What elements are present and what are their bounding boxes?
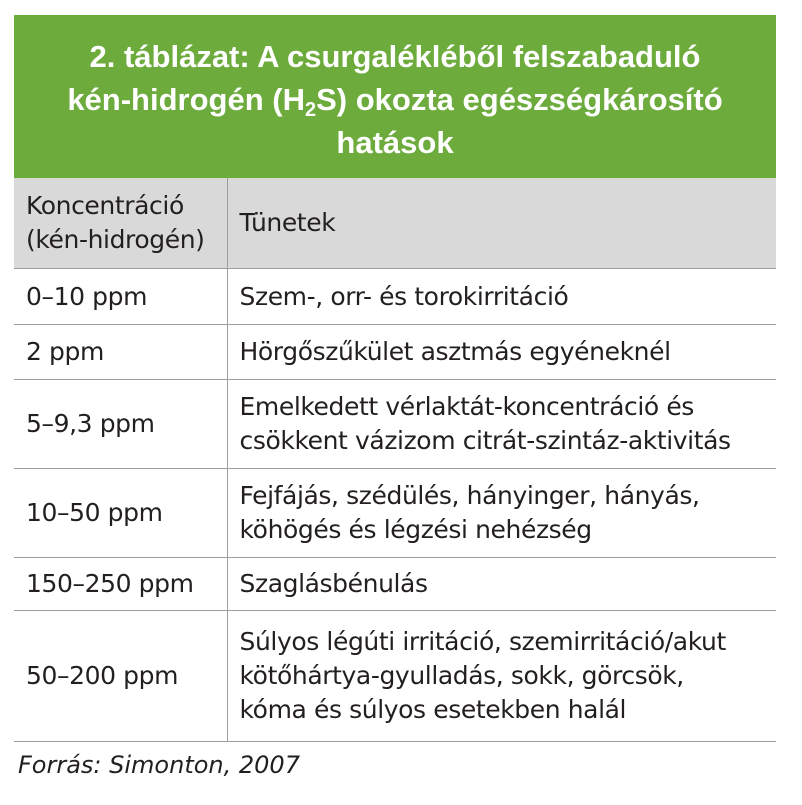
table-row	[14, 558, 776, 611]
symptoms-line: Súlyos légúti irritáció, szemirritáció/akut	[239, 627, 726, 656]
title-line-2-end: S) okozta egészségkárosító	[316, 82, 723, 117]
title-line-2	[24, 78, 766, 121]
symptoms-line: Szaglásbénulás	[239, 569, 428, 598]
symptoms-cell	[227, 325, 776, 380]
symptoms-line: köhögés és légzési nehézség	[239, 515, 592, 544]
concentration-cell: 150–250 ppm	[14, 558, 227, 611]
table-row	[14, 469, 776, 558]
symptoms-cell	[227, 611, 776, 742]
concentration-cell: 2 ppm	[14, 325, 227, 380]
symptoms-line: Hörgőszűkület asztmás egyéneknél	[239, 337, 671, 366]
symptoms-line: kötőhártya-gyulladás, sokk, görcsök,	[239, 661, 684, 690]
title-line-2-start: kén-hidrogén (H	[67, 82, 305, 117]
header-concentration	[14, 178, 227, 269]
header-concentration-line-2: (kén-hidrogén)	[26, 225, 205, 254]
table-row	[14, 380, 776, 469]
table-row	[14, 325, 776, 380]
title-line-1: 2. táblázat: A csurgalékléből felszabaduló	[89, 39, 701, 74]
header-symptoms: Tünetek	[227, 178, 776, 269]
title-subscript: 2	[304, 99, 317, 121]
concentration-cell: 5–9,3 ppm	[14, 380, 227, 469]
symptoms-cell	[227, 380, 776, 469]
table-row	[14, 269, 776, 325]
table-row	[14, 611, 776, 742]
header-concentration-line-1: Koncentráció	[26, 191, 184, 220]
effects-table	[14, 178, 776, 742]
table-title-banner	[14, 15, 776, 178]
h2s-health-effects-table	[14, 15, 776, 742]
concentration-cell: 10–50 ppm	[14, 469, 227, 558]
symptoms-line: Szem-, orr- és torokirritáció	[239, 281, 569, 311]
table-header-row	[14, 178, 776, 269]
title-line-3: hatások	[336, 125, 454, 160]
symptoms-cell	[227, 269, 776, 325]
symptoms-cell	[227, 469, 776, 558]
symptoms-line: Fejfájás, szédülés, hányinger, hányás,	[239, 481, 700, 510]
concentration-cell: 50–200 ppm	[14, 611, 227, 742]
source-note: Forrás: Simonton, 2007	[18, 751, 300, 779]
symptoms-line: csökkent vázizom citrát-szintáz-aktivitás	[239, 426, 731, 455]
symptoms-cell	[227, 558, 776, 611]
symptoms-line: Emelkedett vérlaktát-koncentráció és	[239, 392, 694, 421]
symptoms-line: kóma és súlyos esetekben halál	[239, 695, 627, 724]
concentration-cell: 0–10 ppm	[14, 269, 227, 325]
